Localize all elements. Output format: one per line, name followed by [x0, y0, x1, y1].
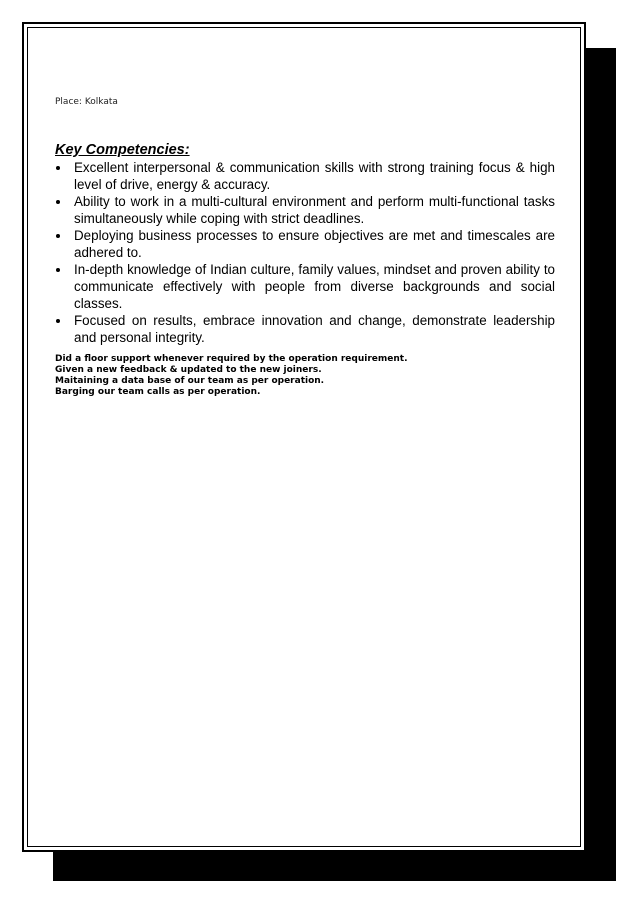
bullet-icon	[56, 166, 60, 170]
competency-text: Deploying business processes to ensure objectives are met and timescales are adhered to.	[74, 228, 555, 260]
competency-item	[55, 193, 555, 227]
competency-text: Excellent interpersonal & communication skills with strong training focus & high level of drive, energy & accuracy.	[74, 160, 555, 192]
page-content	[55, 97, 555, 398]
bullet-icon	[56, 200, 60, 204]
duty-item: Barging our team calls as per operation.	[55, 387, 261, 397]
competency-item	[55, 261, 555, 312]
competency-item	[55, 227, 555, 261]
bullet-icon	[56, 319, 60, 323]
competency-item	[55, 312, 555, 346]
place-line: Place: Kolkata	[55, 97, 118, 107]
duty-item: Did a floor support whenever required by the operation requirement.	[55, 354, 408, 364]
bullet-icon	[56, 234, 60, 238]
competency-text: In-depth knowledge of Indian culture, family values, mindset and proven ability to communicate effectively with people from diverse backgrounds and social classes.	[74, 262, 555, 311]
key-competencies-heading: Key Competencies:	[55, 142, 190, 158]
competency-text: Ability to work in a multi-cultural environment and perform multi-functional tasks simultaneously while coping with strict deadlines.	[74, 194, 555, 226]
competency-item	[55, 159, 555, 193]
duties-list	[55, 354, 555, 398]
duty-item: Given a new feedback & updated to the new joiners.	[55, 365, 322, 375]
document-page	[22, 22, 586, 852]
bullet-icon	[56, 268, 60, 272]
duty-item: Maitaining a data base of our team as per operation.	[55, 376, 325, 386]
competency-text: Focused on results, embrace innovation and change, demonstrate leadership and personal integrity.	[74, 313, 555, 345]
competencies-list	[55, 159, 555, 346]
